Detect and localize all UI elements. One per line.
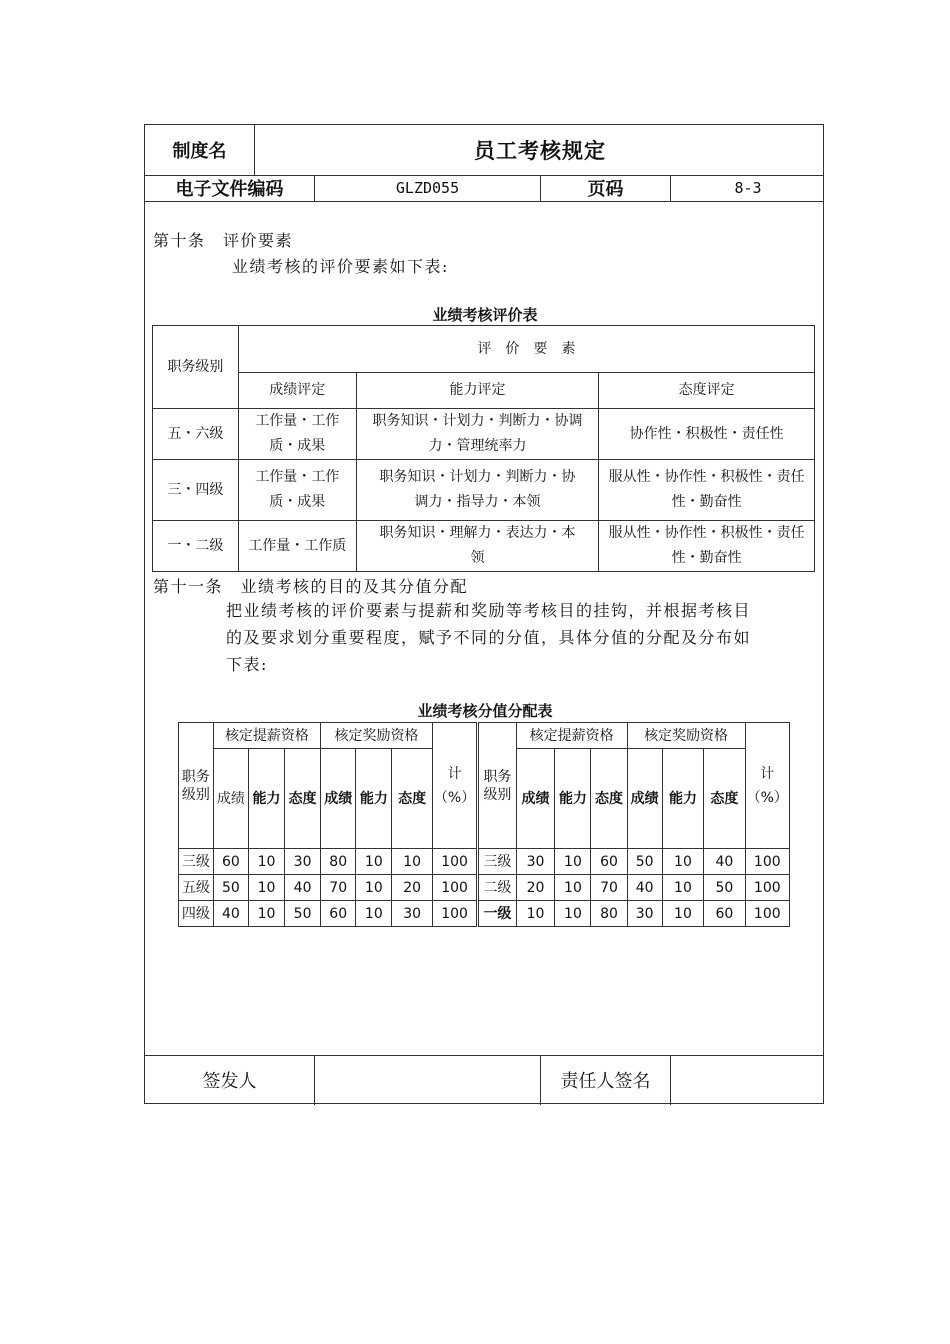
level-cell: 一・二级 [153,521,239,572]
sub-header-attitude: 态度评定 [599,373,815,409]
file-code-label: 电子文件编码 [175,179,284,200]
divider [145,201,823,202]
score-cell: 30 [392,901,433,927]
article-11-body [226,597,818,678]
score-cell: 20 [516,875,555,901]
sub-header-attitude: 态度 [704,749,745,849]
score-cell: 50 [627,849,662,875]
score-cell: 40 [213,901,248,927]
page-label: 页码 [587,179,624,200]
score-cell: 80 [591,901,627,927]
responsible-signature-field[interactable] [671,1055,825,1105]
article-10-heading: 第十条 评价要素 [153,231,294,250]
sub-header-ability: 能力 [662,749,703,849]
sub-header-attitude: 态度 [285,749,321,849]
sub-header-performance: 成绩评定 [238,373,356,409]
score-cell: 40 [285,875,321,901]
evaluation-elements-table [152,325,815,572]
score-cell: 30 [627,901,662,927]
score-cell: 10 [555,875,591,901]
level-header-line: 级别 [483,786,512,803]
article-11-heading: 第十一条 业绩考核的目的及其分值分配 [153,577,469,596]
sub-header-attitude: 态度 [392,749,433,849]
ability-cell: 职务知识・计划力・判断力・协调力・管理统率力 [356,409,599,460]
score-cell: 10 [392,849,433,875]
sub-header-ability: 能力评定 [356,373,599,409]
level-cell: 二级 [478,875,516,901]
ability-cell: 职务知识・计划力・判断力・协调力・指导力・本领 [356,460,599,521]
doc-name-label: 制度名 [172,141,227,162]
score-cell: 70 [591,875,627,901]
file-code-value: GLZD055 [395,179,460,197]
page-title: 员工考核规定 [474,139,606,163]
score-cell: 10 [662,901,703,927]
responsible-signature-label: 责任人签名 [560,1071,651,1092]
score-allocation-table [178,722,790,927]
total-cell: 100 [745,875,789,901]
total-cell: 100 [432,849,477,875]
performance-cell: 工作量・工作质 [238,521,356,572]
score-cell: 40 [704,849,745,875]
sub-header-ability: 能力 [248,749,284,849]
page-number: 8-3 [734,179,762,197]
score-cell: 10 [356,849,392,875]
score-cell: 30 [285,849,321,875]
group-header-bonus: 核定奖励资格 [627,723,745,749]
sub-header-performance: 成绩 [213,749,248,849]
article-11-line: 把业绩考核的评价要素与提薪和奖励等考核目的挂钩，并根据考核目 [226,601,752,620]
sub-header-performance: 成绩 [627,749,662,849]
group-header-raise: 核定提薪资格 [516,723,627,749]
score-cell: 10 [555,849,591,875]
table-row [153,521,815,572]
total-cell: 100 [432,901,477,927]
total-header-left: 计（%） [432,723,477,849]
table-row [153,409,815,460]
level-cell: 五级 [179,875,214,901]
table-row [179,901,790,927]
attitude-cell: 服从性・协作性・积极性・责任性・勤奋性 [599,521,815,572]
score-cell: 10 [662,875,703,901]
score-cell: 10 [555,901,591,927]
table-row [179,875,790,901]
ability-cell: 职务知识・理解力・表达力・本领 [356,521,599,572]
attitude-cell: 服从性・协作性・积极性・责任性・勤奋性 [599,460,815,521]
issuer-label: 签发人 [202,1071,257,1092]
article-11-line: 的及要求划分重要程度，赋予不同的分值，具体分值的分配及分布如 [226,628,752,647]
score-cell: 70 [321,875,356,901]
sub-header-ability: 能力 [555,749,591,849]
score-cell: 40 [627,875,662,901]
score-cell: 10 [356,875,392,901]
total-cell: 100 [432,875,477,901]
score-cell: 60 [321,901,356,927]
level-cell: 三级 [179,849,214,875]
score-cell: 10 [248,875,284,901]
score-rows [179,849,790,927]
score-cell: 10 [248,849,284,875]
score-cell: 80 [321,849,356,875]
level-cell: 四级 [179,901,214,927]
score-cell: 60 [591,849,627,875]
col-header-level: 职务级别 [153,326,239,409]
total-cell: 100 [745,901,789,927]
score-cell: 10 [662,849,703,875]
total-header-right: 计（%） [745,723,789,849]
level-cell: 五・六级 [153,409,239,460]
level-header-line: 职务 [483,768,512,785]
score-cell: 30 [516,849,555,875]
score-cell: 10 [248,901,284,927]
level-cell: 一级 [478,901,516,927]
score-cell: 10 [356,901,392,927]
table-1-caption: 业绩考核评价表 [432,306,538,324]
table-row [153,460,815,521]
article-11-line: 下表: [226,655,268,674]
level-header-right [478,723,516,849]
score-cell: 20 [392,875,433,901]
level-header-left [179,723,214,849]
group-header-raise: 核定提薪资格 [213,723,320,749]
sub-header-performance: 成绩 [516,749,555,849]
sub-header-ability: 能力 [356,749,392,849]
performance-cell: 工作量・工作质・成果 [238,460,356,521]
attitude-cell: 协作性・积极性・责任性 [599,409,815,460]
score-cell: 60 [704,901,745,927]
sub-header-performance: 成绩 [321,749,356,849]
article-10-intro: 业绩考核的评价要素如下表: [232,257,449,276]
level-cell: 三级 [478,849,516,875]
score-cell: 50 [285,901,321,927]
score-cell: 50 [213,875,248,901]
level-header-line: 职务 [181,768,210,785]
level-cell: 三・四级 [153,460,239,521]
performance-cell: 工作量・工作质・成果 [238,409,356,460]
level-header-line: 级别 [181,786,210,803]
total-cell: 100 [745,849,789,875]
table-2-caption: 业绩考核分值分配表 [417,702,553,720]
score-cell: 50 [704,875,745,901]
col-header-elements: 评 价 要 素 [238,326,814,373]
score-cell: 10 [516,901,555,927]
sub-header-attitude: 态度 [591,749,627,849]
score-cell: 60 [213,849,248,875]
issuer-signature-field[interactable] [315,1055,540,1105]
table-row [179,849,790,875]
group-header-bonus: 核定奖励资格 [321,723,433,749]
